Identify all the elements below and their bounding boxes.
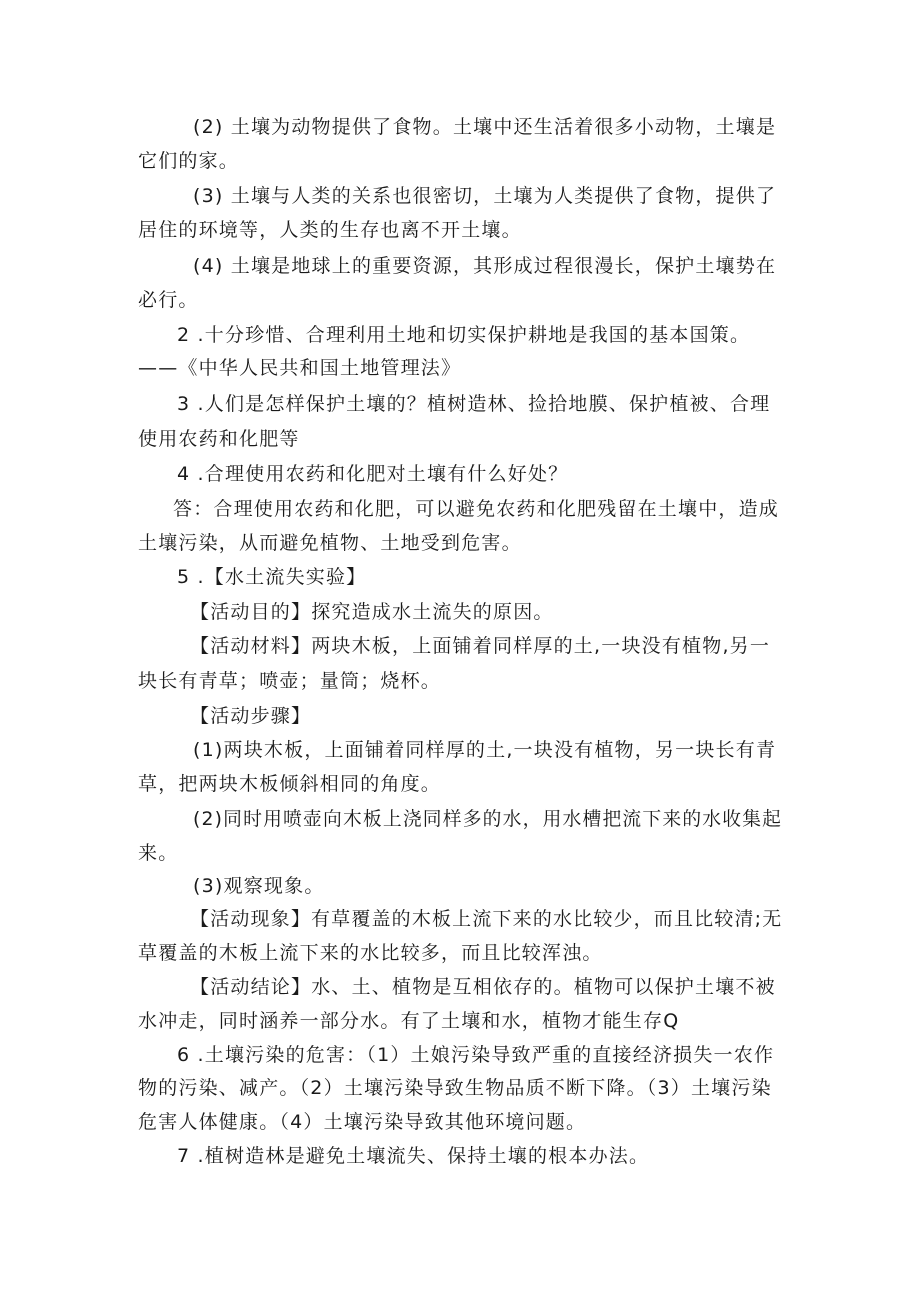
text-line: 【活动结论】水、土、植物是互相依存的。植物可以保护土壤不被 — [190, 976, 776, 998]
text-line: 答：合理使用农药和化肥，可以避免农药和化肥残留在土壤中，造成 — [173, 498, 780, 520]
text-line: (2) 土壤为动物提供了食物。土壤中还生活着很多小动物，土壤是 — [193, 116, 777, 138]
text-line: 居住的环境等，人类的生存也离不开土壤。 — [138, 219, 522, 241]
text-line: (3)观察现象。 — [193, 875, 325, 897]
text-line: 【活动材料】两块木板，上面铺着同样厚的土,一块没有植物,另一 — [190, 635, 771, 657]
text-line: 危害人体健康。（4）土壤污染导致其他环境问题。 — [138, 1111, 587, 1133]
text-line: (2)同时用喷壶向木板上浇同样多的水，用水槽把流下来的水收集起 — [193, 808, 783, 830]
text-line: 7 .植树造林是避免土壤流失、保持土壤的根本办法。 — [177, 1145, 650, 1167]
text-line: 3 .人们是怎样保护土壤的？植树造林、捡拾地膜、保护植被、合理 — [177, 393, 771, 415]
text-line: 4 .合理使用农药和化肥对土壤有什么好处？ — [177, 463, 569, 485]
text-line: 来。 — [138, 842, 179, 864]
text-line: 草，把两块木板倾斜相同的角度。 — [138, 773, 442, 795]
text-line: 使用农药和化肥等 — [138, 428, 300, 450]
text-line: 【活动步骤】 — [190, 705, 312, 727]
text-line: (4) 土壤是地球上的重要资源，其形成过程很漫长，保护土壤势在 — [193, 255, 777, 277]
text-line: 水冲走，同时涵养一部分水。有了土壤和水，植物才能生存Q — [138, 1010, 680, 1032]
text-line: 块长有青草；喷壶；量筒；烧杯。 — [138, 670, 442, 692]
text-line: 草覆盖的木板上流下来的水比较多，而且比较浑浊。 — [138, 942, 603, 964]
text-line: 土壤污染，从而避免植物、土地受到危害。 — [138, 532, 522, 554]
text-line: 必行。 — [138, 289, 199, 311]
text-line: 【活动目的】探究造成水土流失的原因。 — [190, 601, 554, 623]
text-line: 它们的家。 — [138, 150, 240, 172]
text-line: 2 .十分珍惜、合理利用土地和切实保护耕地是我国的基本国策。 — [177, 324, 751, 346]
text-line: (1)两块木板，上面铺着同样厚的土,一块没有植物，另一块长有青 — [193, 739, 777, 761]
text-line: 6 .土壤污染的危害：（1）土娘污染导致严重的直接经济损失一农作 — [177, 1044, 775, 1066]
text-line: ——《中华人民共和国土地管理法》 — [138, 357, 462, 379]
text-line: 5 .【水土流失实验】 — [177, 566, 367, 588]
text-line: 物的污染、减产。（2）土壤污染导致生物品质不断下降。（3）土壤污染 — [138, 1077, 772, 1099]
text-line: (3) 土壤与人类的关系也很密切，土壤为人类提供了食物，提供了 — [193, 185, 777, 207]
text-line: 【活动现象】有草覆盖的木板上流下来的水比较少，而且比较清;无 — [190, 908, 783, 930]
